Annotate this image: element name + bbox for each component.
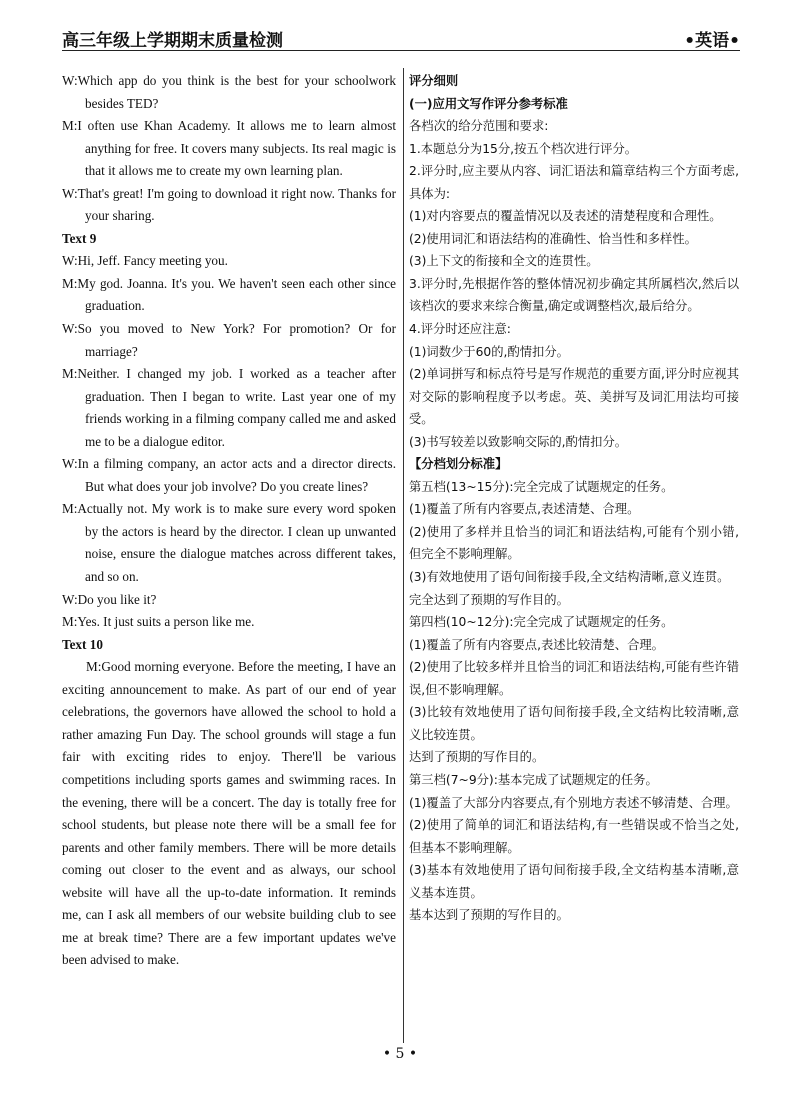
criteria-line: 2.评分时,应主要从内容、词汇语法和篇章结构三个方面考虑,具体为: bbox=[409, 164, 739, 201]
section-heading: Text 9 bbox=[62, 230, 97, 246]
utterance-text: In a filming company, an actor acts and a director directs. But what does your job involve? Do you create lines? bbox=[77, 456, 396, 494]
criteria-line: 1.本题总分为15分,按五个档次进行评分。 bbox=[409, 141, 638, 156]
criteria-line: 各档次的给分范围和要求: bbox=[409, 119, 549, 134]
criteria-line: 第五档(13~15分):完全完成了试题规定的任务。 bbox=[409, 479, 674, 494]
speaker-label: W: bbox=[62, 253, 78, 269]
dialogue-line bbox=[62, 611, 396, 634]
criteria-heading: (一)应用文写作评分参考标准 bbox=[409, 96, 568, 111]
criteria-line: 第三档(7~9分):基本完成了试题规定的任务。 bbox=[409, 772, 658, 787]
criteria-line: (3)比较有效地使用了语句间衔接手段,全文结构比较清晰,意义比较连贯。 bbox=[409, 705, 739, 742]
listening-transcript-column bbox=[62, 70, 396, 972]
speaker-label: W: bbox=[62, 185, 78, 201]
subject-label: •英语• bbox=[684, 31, 740, 51]
utterance-text: So you moved to New York? For promotion? Or for marriage? bbox=[77, 321, 396, 359]
dialogue-line bbox=[62, 589, 396, 612]
speaker-label: M: bbox=[62, 118, 78, 134]
criteria-line: (3)有效地使用了语句间衔接手段,全文结构清晰,意义连贯。 bbox=[409, 570, 730, 585]
dialogue-line bbox=[62, 498, 396, 588]
criteria-line: (3)上下文的衔接和全文的连贯性。 bbox=[409, 254, 599, 269]
monologue-paragraph bbox=[62, 656, 396, 972]
page-number: • 5 • bbox=[382, 1046, 418, 1062]
speaker-label: W: bbox=[62, 321, 78, 337]
criteria-line: 4.评分时还应注意: bbox=[409, 322, 511, 337]
criteria-line: 第四档(10~12分):完全完成了试题规定的任务。 bbox=[409, 615, 674, 630]
criteria-line: (1)覆盖了大部分内容要点,有个别地方表述不够清楚、合理。 bbox=[409, 795, 738, 810]
utterance-text: Hi, Jeff. Fancy meeting you. bbox=[77, 253, 228, 269]
speaker-label: W: bbox=[62, 456, 78, 472]
speaker-label: W: bbox=[62, 591, 78, 607]
utterance-text: That's great! I'm going to download it right now. Thanks for your sharing. bbox=[77, 185, 396, 224]
utterance-text: Yes. It just suits a person like me. bbox=[77, 614, 255, 630]
criteria-line: 完全达到了预期的写作目的。 bbox=[409, 592, 569, 607]
dialogue-line bbox=[62, 273, 396, 318]
utterance-text: Good morning everyone. Before the meeting, I have an exciting announcement to make. As part of our end of year celebrations, the governors have allowed the school to hold a rather amazing Fun Day. The school grounds will stage a fun fair with exciting rides to enjoy. There'll be various competitions including sports games and swimming races. In the evening, there will be a concert. The day is totally free for school students, but please note there will be a small fee for parents and other family members. There will be more details coming out closer to the event and as always, our school website will have all the up-to-date information. It reminds me, can I ask all members of our website building club to see me at break time? There are a few important updates we've been advised to make. bbox=[62, 659, 396, 968]
utterance-text: Which app do you think is the best for your schoolwork besides TED? bbox=[77, 73, 396, 111]
criteria-line: (1)覆盖了所有内容要点,表述清楚、合理。 bbox=[409, 502, 640, 517]
criteria-line: 基本达到了预期的写作目的。 bbox=[409, 908, 569, 923]
criteria-line: (1)词数少于60的,酌情扣分。 bbox=[409, 344, 569, 359]
speaker-label: M: bbox=[62, 501, 78, 517]
speaker-label: M: bbox=[86, 659, 102, 675]
criteria-line: (2)使用词汇和语法结构的准确性、恰当性和多样性。 bbox=[409, 231, 697, 246]
criteria-line: (2)使用了比较多样并且恰当的词汇和语法结构,可能有些许错误,但不影响理解。 bbox=[409, 660, 739, 697]
dialogue-line bbox=[62, 183, 396, 228]
speaker-label: M: bbox=[62, 366, 78, 382]
criteria-line: (1)对内容要点的覆盖情况以及表述的清楚程度和合理性。 bbox=[409, 209, 722, 224]
criteria-line: (2)使用了多样并且恰当的词汇和语法结构,可能有个别小错,但完全不影响理解。 bbox=[409, 524, 739, 562]
utterance-text: I often use Khan Academy. It allows me to learn almost anything for free. It covers many subjects. Its real magic is that it allows me to create my own learning plan. bbox=[77, 118, 396, 179]
speaker-label: W: bbox=[62, 73, 78, 88]
dialogue-line bbox=[62, 115, 396, 183]
utterance-text: My god. Joanna. It's you. We haven't seen each other since graduation. bbox=[77, 275, 396, 314]
criteria-line: (2)使用了简单的词汇和语法结构,有一些错误或不恰当之处,但基本不影响理解。 bbox=[409, 818, 739, 855]
dialogue-line bbox=[62, 70, 396, 115]
page-header bbox=[62, 18, 740, 51]
speaker-label: M: bbox=[62, 614, 78, 630]
criteria-line: (3)书写较差以致影响交际的,酌情扣分。 bbox=[409, 434, 628, 449]
dialogue-line bbox=[62, 363, 396, 453]
section-heading: Text 10 bbox=[62, 636, 103, 652]
scoring-criteria-column bbox=[409, 70, 739, 927]
dialogue-line bbox=[62, 453, 396, 498]
utterance-text: Actually not. My work is to make sure every word spoken by the actors is heard by the director. I clean up unwanted noise, ensure the dialogue matches across different takes, and so on. bbox=[77, 501, 396, 585]
criteria-line: 达到了预期的写作目的。 bbox=[409, 750, 545, 765]
dialogue-line bbox=[62, 318, 396, 363]
dialogue-line bbox=[62, 250, 396, 273]
criteria-line: (1)覆盖了所有内容要点,表述比较清楚、合理。 bbox=[409, 637, 664, 652]
speaker-label: M: bbox=[62, 275, 78, 291]
utterance-text: Do you like it? bbox=[77, 591, 157, 607]
criteria-line: 3.评分时,先根据作答的整体情况初步确定其所属档次,然后以该档次的要求来综合衡量,确定或调整档次,最后给分。 bbox=[409, 276, 739, 314]
column-divider bbox=[403, 68, 404, 1043]
criteria-heading: 评分细则 bbox=[409, 74, 459, 88]
criteria-line: (3)基本有效地使用了语句间衔接手段,全文结构基本清晰,意义基本连贯。 bbox=[409, 863, 739, 900]
criteria-line: (2)单词拼写和标点符号是写作规范的重要方面,评分时应视其对交际的影响程度予以考虑。英、美拼写及词汇用法均可接受。 bbox=[409, 367, 739, 427]
criteria-heading: 【分档划分标准】 bbox=[409, 457, 508, 472]
exam-title: 高三年级上学期期末质量检测 bbox=[62, 31, 283, 51]
utterance-text: Neither. I changed my job. I worked as a teacher after graduation. Then I began to write. Last year one of my friends working in a filming company called me and asked me to be a dialogue editor. bbox=[77, 366, 396, 449]
